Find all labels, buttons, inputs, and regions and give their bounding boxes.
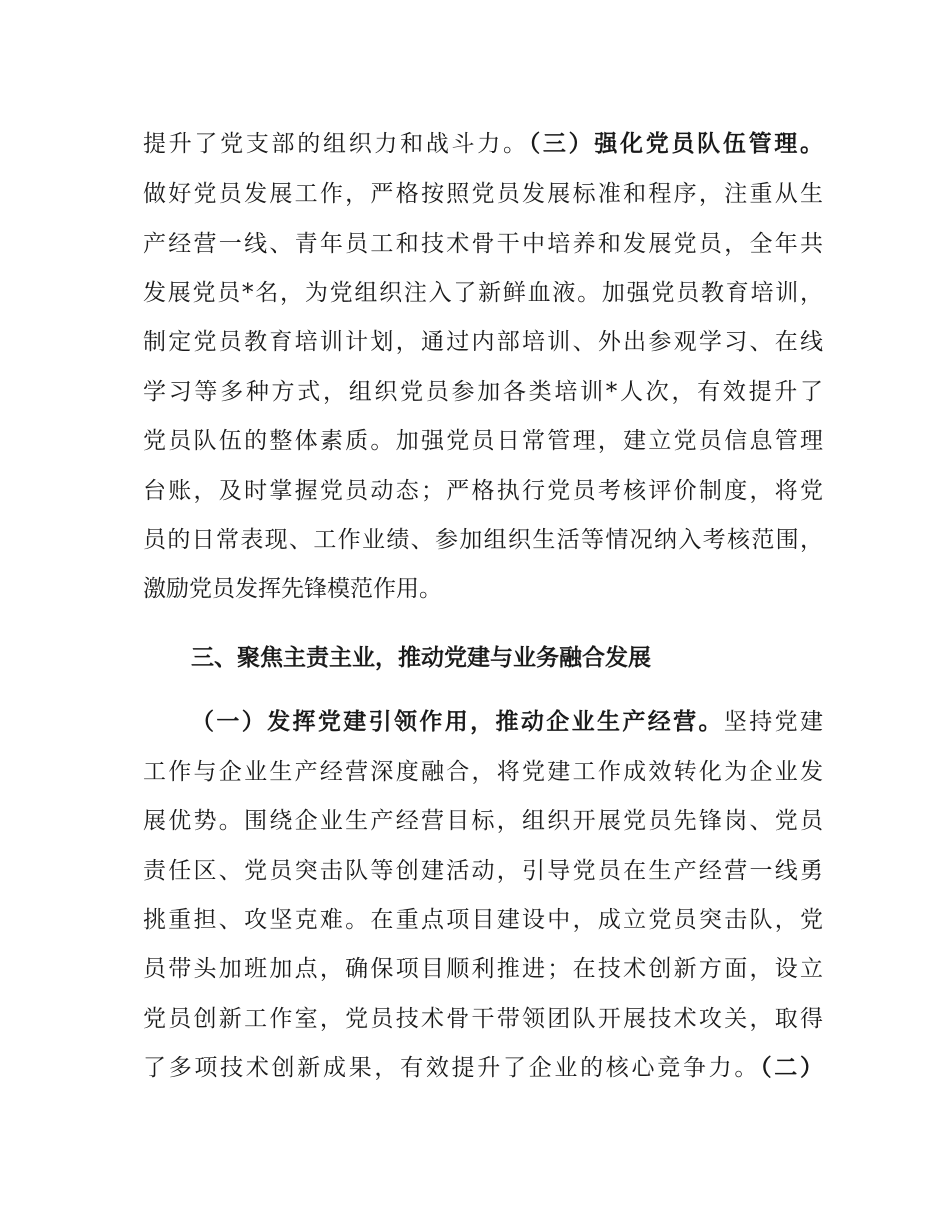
paragraph-line: 做好党员发展工作，严格按照党员发展标准和程序，注重从生 xyxy=(143,181,823,207)
paragraph-line xyxy=(143,1048,823,1088)
paragraph-line xyxy=(191,702,823,742)
paragraph-line: 台账，及时掌握党员动态；严格执行党员考核评价制度，将党 xyxy=(143,478,823,504)
paragraph-line: 员的日常表现、工作业绩、参加组织生活等情况纳入考核范围， xyxy=(143,527,823,553)
paragraph-line: 学习等多种方式，组织党员参加各类培训*人次，有效提升了 xyxy=(143,379,823,405)
text-run: 坚持党建 xyxy=(723,709,823,735)
subheading-run: （二） xyxy=(760,1054,824,1081)
subheading-run: （一）发挥党建引领作用，推动企业生产经营。 xyxy=(191,708,724,735)
text-run: 提升了党支部的组织力和战斗力。 xyxy=(143,131,529,157)
paragraph-line: 工作与企业生产经营深度融合，将党建工作成效转化为企业发 xyxy=(143,759,823,785)
text-run: 了多项技术创新成果，有效提升了企业的核心竞争力。 xyxy=(143,1055,761,1081)
paragraph-line: 制定党员教育培训计划，通过内部培训、外出参观学习、在线 xyxy=(143,329,823,355)
section-heading: 三、聚焦主责主业，推动党建与业务融合发展 xyxy=(191,644,651,671)
paragraph-line xyxy=(143,124,823,164)
paragraph-line: 激励党员发挥先锋模范作用。 xyxy=(143,576,442,602)
paragraph-line: 员带头加班加点，确保项目顺利推进；在技术创新方面，设立 xyxy=(143,956,823,982)
paragraph-line: 挑重担、攻坚克难。在重点项目建设中，成立党员突击队，党 xyxy=(143,907,823,933)
paragraph-line: 产经营一线、青年员工和技术骨干中培养和发展党员，全年共 xyxy=(143,231,823,257)
paragraph-line: 党员队伍的整体素质。加强党员日常管理，建立党员信息管理 xyxy=(143,428,823,454)
subheading-run: （三）强化党员队伍管理。 xyxy=(528,130,824,157)
paragraph-line: 责任区、党员突击队等创建活动，引导党员在生产经营一线勇 xyxy=(143,858,823,884)
paragraph-line: 展优势。围绕企业生产经营目标，组织开展党员先锋岗、党员 xyxy=(143,808,823,834)
paragraph-line: 党员创新工作室，党员技术骨干带领团队开展技术攻关，取得 xyxy=(143,1006,823,1032)
paragraph-line: 发展党员*名，为党组织注入了新鲜血液。加强党员教育培训， xyxy=(143,280,823,306)
